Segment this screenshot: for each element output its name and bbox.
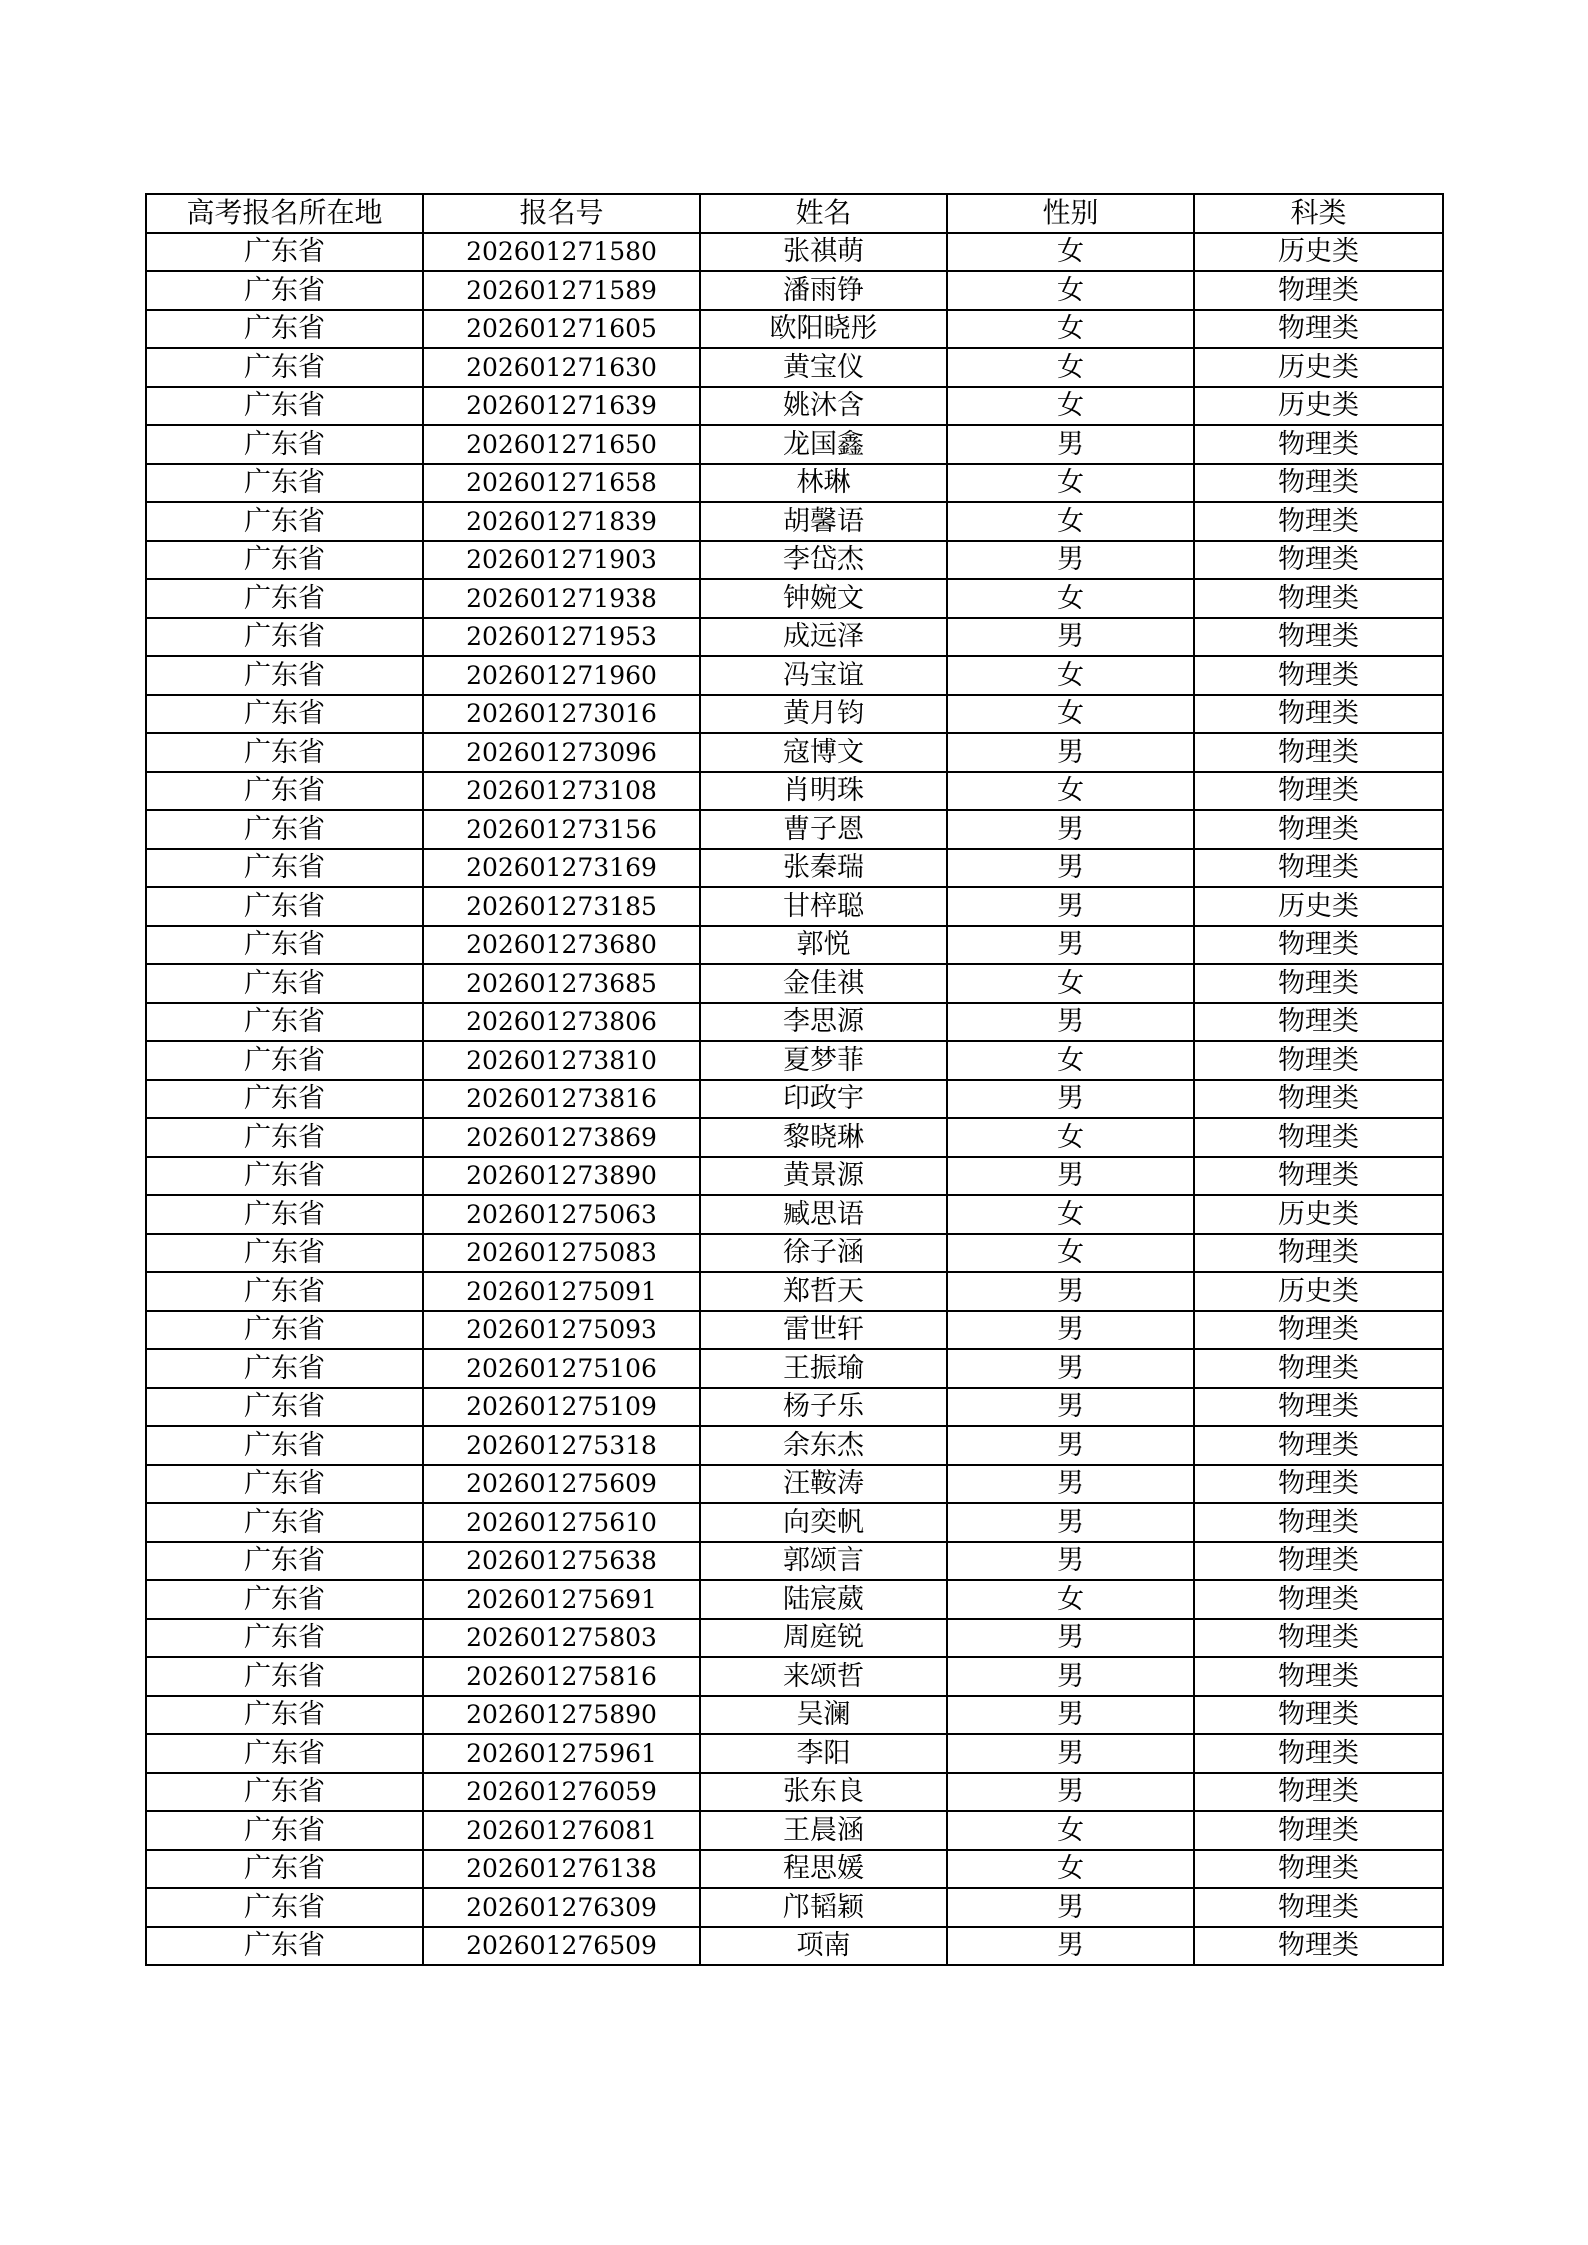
cell-gender: 女 bbox=[947, 464, 1194, 503]
cell-registration-number: 202601276059 bbox=[423, 1773, 700, 1812]
cell-province: 广东省 bbox=[146, 1234, 423, 1273]
table-row bbox=[146, 1426, 1443, 1465]
cell-registration-number: 202601275109 bbox=[423, 1388, 700, 1427]
cell-subject-category: 物理类 bbox=[1194, 733, 1443, 772]
cell-subject-category: 物理类 bbox=[1194, 310, 1443, 349]
cell-registration-number: 202601271839 bbox=[423, 502, 700, 541]
cell-name: 徐子涵 bbox=[700, 1234, 947, 1273]
admission-roster-table bbox=[145, 193, 1444, 1966]
table-row bbox=[146, 733, 1443, 772]
table-row bbox=[146, 1503, 1443, 1542]
table-row bbox=[146, 1773, 1443, 1812]
cell-name: 姚沐含 bbox=[700, 387, 947, 426]
cell-subject-category: 物理类 bbox=[1194, 1888, 1443, 1927]
cell-name: 郭悦 bbox=[700, 926, 947, 965]
cell-province: 广东省 bbox=[146, 271, 423, 310]
cell-registration-number: 202601271605 bbox=[423, 310, 700, 349]
table-row bbox=[146, 1619, 1443, 1658]
table-row bbox=[146, 348, 1443, 387]
cell-gender: 男 bbox=[947, 1157, 1194, 1196]
cell-province: 广东省 bbox=[146, 310, 423, 349]
cell-province: 广东省 bbox=[146, 926, 423, 965]
cell-registration-number: 202601271630 bbox=[423, 348, 700, 387]
cell-name: 胡馨语 bbox=[700, 502, 947, 541]
table-row bbox=[146, 849, 1443, 888]
cell-registration-number: 202601271639 bbox=[423, 387, 700, 426]
cell-gender: 女 bbox=[947, 310, 1194, 349]
cell-registration-number: 202601275816 bbox=[423, 1657, 700, 1696]
header-row bbox=[146, 194, 1443, 233]
table-row bbox=[146, 810, 1443, 849]
table-body bbox=[146, 233, 1443, 1966]
cell-gender: 男 bbox=[947, 926, 1194, 965]
cell-registration-number: 202601271903 bbox=[423, 541, 700, 580]
cell-registration-number: 202601276509 bbox=[423, 1927, 700, 1966]
cell-province: 广东省 bbox=[146, 1542, 423, 1581]
cell-registration-number: 202601273169 bbox=[423, 849, 700, 888]
cell-subject-category: 物理类 bbox=[1194, 1003, 1443, 1042]
cell-subject-category: 物理类 bbox=[1194, 1580, 1443, 1619]
table-row bbox=[146, 1195, 1443, 1234]
cell-province: 广东省 bbox=[146, 964, 423, 1003]
cell-gender: 女 bbox=[947, 1234, 1194, 1273]
cell-gender: 女 bbox=[947, 772, 1194, 811]
cell-gender: 女 bbox=[947, 964, 1194, 1003]
cell-subject-category: 物理类 bbox=[1194, 1311, 1443, 1350]
cell-subject-category: 物理类 bbox=[1194, 464, 1443, 503]
table-row bbox=[146, 1657, 1443, 1696]
cell-gender: 男 bbox=[947, 1272, 1194, 1311]
cell-registration-number: 202601273816 bbox=[423, 1080, 700, 1119]
cell-name: 周庭锐 bbox=[700, 1619, 947, 1658]
table-row bbox=[146, 541, 1443, 580]
cell-province: 广东省 bbox=[146, 348, 423, 387]
table-row bbox=[146, 387, 1443, 426]
cell-province: 广东省 bbox=[146, 1349, 423, 1388]
header-gender: 性别 bbox=[947, 194, 1194, 233]
table-row bbox=[146, 772, 1443, 811]
cell-registration-number: 202601271953 bbox=[423, 618, 700, 657]
cell-province: 广东省 bbox=[146, 1888, 423, 1927]
header-registration-number: 报名号 bbox=[423, 194, 700, 233]
cell-registration-number: 202601271580 bbox=[423, 233, 700, 272]
table-row bbox=[146, 1696, 1443, 1735]
cell-name: 李阳 bbox=[700, 1734, 947, 1773]
cell-name: 杨子乐 bbox=[700, 1388, 947, 1427]
cell-subject-category: 物理类 bbox=[1194, 1734, 1443, 1773]
header-province: 高考报名所在地 bbox=[146, 194, 423, 233]
cell-subject-category: 物理类 bbox=[1194, 1503, 1443, 1542]
cell-name: 夏梦菲 bbox=[700, 1041, 947, 1080]
cell-subject-category: 物理类 bbox=[1194, 1080, 1443, 1119]
cell-province: 广东省 bbox=[146, 1734, 423, 1773]
table-row bbox=[146, 964, 1443, 1003]
cell-registration-number: 202601273156 bbox=[423, 810, 700, 849]
cell-name: 龙国鑫 bbox=[700, 425, 947, 464]
cell-subject-category: 物理类 bbox=[1194, 1619, 1443, 1658]
cell-province: 广东省 bbox=[146, 1426, 423, 1465]
cell-gender: 女 bbox=[947, 1041, 1194, 1080]
cell-name: 肖明珠 bbox=[700, 772, 947, 811]
cell-name: 陆宸葳 bbox=[700, 1580, 947, 1619]
cell-registration-number: 202601271658 bbox=[423, 464, 700, 503]
cell-subject-category: 物理类 bbox=[1194, 1773, 1443, 1812]
cell-gender: 男 bbox=[947, 1465, 1194, 1504]
cell-province: 广东省 bbox=[146, 1927, 423, 1966]
cell-gender: 男 bbox=[947, 1503, 1194, 1542]
cell-subject-category: 物理类 bbox=[1194, 810, 1443, 849]
cell-subject-category: 物理类 bbox=[1194, 849, 1443, 888]
cell-subject-category: 历史类 bbox=[1194, 387, 1443, 426]
cell-subject-category: 物理类 bbox=[1194, 1465, 1443, 1504]
table-row bbox=[146, 310, 1443, 349]
cell-gender: 男 bbox=[947, 541, 1194, 580]
cell-registration-number: 202601271589 bbox=[423, 271, 700, 310]
cell-registration-number: 202601273890 bbox=[423, 1157, 700, 1196]
cell-subject-category: 物理类 bbox=[1194, 502, 1443, 541]
cell-subject-category: 物理类 bbox=[1194, 425, 1443, 464]
cell-name: 黄月钧 bbox=[700, 695, 947, 734]
cell-name: 金佳祺 bbox=[700, 964, 947, 1003]
cell-registration-number: 202601273806 bbox=[423, 1003, 700, 1042]
cell-name: 邝韬颖 bbox=[700, 1888, 947, 1927]
cell-registration-number: 202601276138 bbox=[423, 1850, 700, 1889]
cell-gender: 男 bbox=[947, 810, 1194, 849]
cell-province: 广东省 bbox=[146, 233, 423, 272]
cell-gender: 男 bbox=[947, 425, 1194, 464]
cell-name: 甘梓聪 bbox=[700, 887, 947, 926]
cell-subject-category: 物理类 bbox=[1194, 695, 1443, 734]
cell-subject-category: 物理类 bbox=[1194, 1349, 1443, 1388]
cell-registration-number: 202601273869 bbox=[423, 1118, 700, 1157]
cell-registration-number: 202601273016 bbox=[423, 695, 700, 734]
table-row bbox=[146, 1465, 1443, 1504]
table-row bbox=[146, 887, 1443, 926]
cell-gender: 女 bbox=[947, 1811, 1194, 1850]
cell-name: 黄景源 bbox=[700, 1157, 947, 1196]
cell-registration-number: 202601275083 bbox=[423, 1234, 700, 1273]
cell-registration-number: 202601276309 bbox=[423, 1888, 700, 1927]
cell-province: 广东省 bbox=[146, 695, 423, 734]
cell-subject-category: 历史类 bbox=[1194, 1195, 1443, 1234]
cell-province: 广东省 bbox=[146, 1773, 423, 1812]
cell-name: 王晨涵 bbox=[700, 1811, 947, 1850]
cell-gender: 女 bbox=[947, 695, 1194, 734]
cell-gender: 男 bbox=[947, 1426, 1194, 1465]
cell-gender: 男 bbox=[947, 1542, 1194, 1581]
cell-gender: 男 bbox=[947, 1734, 1194, 1773]
cell-province: 广东省 bbox=[146, 1388, 423, 1427]
table-row bbox=[146, 425, 1443, 464]
table-row bbox=[146, 926, 1443, 965]
cell-province: 广东省 bbox=[146, 1311, 423, 1350]
cell-name: 曹子恩 bbox=[700, 810, 947, 849]
cell-subject-category: 物理类 bbox=[1194, 1850, 1443, 1889]
cell-gender: 女 bbox=[947, 1850, 1194, 1889]
cell-gender: 女 bbox=[947, 1580, 1194, 1619]
cell-registration-number: 202601273096 bbox=[423, 733, 700, 772]
cell-province: 广东省 bbox=[146, 810, 423, 849]
table-row bbox=[146, 579, 1443, 618]
cell-province: 广东省 bbox=[146, 1003, 423, 1042]
cell-name: 郑哲天 bbox=[700, 1272, 947, 1311]
cell-name: 向奕帆 bbox=[700, 1503, 947, 1542]
cell-subject-category: 物理类 bbox=[1194, 271, 1443, 310]
cell-registration-number: 202601273685 bbox=[423, 964, 700, 1003]
cell-subject-category: 物理类 bbox=[1194, 964, 1443, 1003]
cell-subject-category: 物理类 bbox=[1194, 618, 1443, 657]
cell-name: 王振瑜 bbox=[700, 1349, 947, 1388]
cell-name: 寇博文 bbox=[700, 733, 947, 772]
cell-gender: 男 bbox=[947, 1080, 1194, 1119]
table-row bbox=[146, 618, 1443, 657]
cell-province: 广东省 bbox=[146, 541, 423, 580]
cell-province: 广东省 bbox=[146, 849, 423, 888]
cell-registration-number: 202601275093 bbox=[423, 1311, 700, 1350]
cell-name: 钟婉文 bbox=[700, 579, 947, 618]
cell-gender: 男 bbox=[947, 1388, 1194, 1427]
table-row bbox=[146, 1850, 1443, 1889]
cell-province: 广东省 bbox=[146, 656, 423, 695]
table-row bbox=[146, 1234, 1443, 1273]
table-row bbox=[146, 1888, 1443, 1927]
cell-subject-category: 物理类 bbox=[1194, 541, 1443, 580]
cell-subject-category: 物理类 bbox=[1194, 579, 1443, 618]
cell-province: 广东省 bbox=[146, 1811, 423, 1850]
cell-name: 欧阳晓彤 bbox=[700, 310, 947, 349]
cell-gender: 女 bbox=[947, 656, 1194, 695]
cell-gender: 女 bbox=[947, 387, 1194, 426]
table-row bbox=[146, 1349, 1443, 1388]
cell-name: 黄宝仪 bbox=[700, 348, 947, 387]
cell-gender: 女 bbox=[947, 579, 1194, 618]
cell-gender: 男 bbox=[947, 1696, 1194, 1735]
cell-gender: 男 bbox=[947, 1349, 1194, 1388]
table-row bbox=[146, 1734, 1443, 1773]
cell-name: 项南 bbox=[700, 1927, 947, 1966]
cell-province: 广东省 bbox=[146, 1503, 423, 1542]
table-row bbox=[146, 1580, 1443, 1619]
cell-name: 李思源 bbox=[700, 1003, 947, 1042]
cell-registration-number: 202601275063 bbox=[423, 1195, 700, 1234]
cell-province: 广东省 bbox=[146, 772, 423, 811]
cell-gender: 女 bbox=[947, 348, 1194, 387]
cell-subject-category: 历史类 bbox=[1194, 1272, 1443, 1311]
cell-registration-number: 202601275638 bbox=[423, 1542, 700, 1581]
cell-gender: 男 bbox=[947, 849, 1194, 888]
header-name: 姓名 bbox=[700, 194, 947, 233]
cell-province: 广东省 bbox=[146, 1195, 423, 1234]
cell-name: 张东良 bbox=[700, 1773, 947, 1812]
cell-registration-number: 202601275803 bbox=[423, 1619, 700, 1658]
cell-gender: 男 bbox=[947, 1619, 1194, 1658]
cell-name: 成远泽 bbox=[700, 618, 947, 657]
cell-gender: 女 bbox=[947, 271, 1194, 310]
cell-subject-category: 物理类 bbox=[1194, 1696, 1443, 1735]
cell-registration-number: 202601275890 bbox=[423, 1696, 700, 1735]
cell-province: 广东省 bbox=[146, 1080, 423, 1119]
cell-registration-number: 202601273680 bbox=[423, 926, 700, 965]
cell-registration-number: 202601275091 bbox=[423, 1272, 700, 1311]
cell-registration-number: 202601275106 bbox=[423, 1349, 700, 1388]
cell-registration-number: 202601275961 bbox=[423, 1734, 700, 1773]
cell-subject-category: 物理类 bbox=[1194, 1041, 1443, 1080]
cell-province: 广东省 bbox=[146, 1465, 423, 1504]
cell-name: 李岱杰 bbox=[700, 541, 947, 580]
table-row bbox=[146, 1118, 1443, 1157]
cell-name: 吴澜 bbox=[700, 1696, 947, 1735]
cell-gender: 男 bbox=[947, 1657, 1194, 1696]
cell-registration-number: 202601273810 bbox=[423, 1041, 700, 1080]
table-row bbox=[146, 1080, 1443, 1119]
cell-subject-category: 物理类 bbox=[1194, 1157, 1443, 1196]
table-row bbox=[146, 1388, 1443, 1427]
cell-name: 雷世轩 bbox=[700, 1311, 947, 1350]
table-row bbox=[146, 233, 1443, 272]
cell-gender: 男 bbox=[947, 887, 1194, 926]
cell-gender: 女 bbox=[947, 1195, 1194, 1234]
cell-province: 广东省 bbox=[146, 1157, 423, 1196]
cell-subject-category: 物理类 bbox=[1194, 772, 1443, 811]
cell-gender: 男 bbox=[947, 733, 1194, 772]
table-row bbox=[146, 502, 1443, 541]
table-row bbox=[146, 1157, 1443, 1196]
cell-subject-category: 历史类 bbox=[1194, 348, 1443, 387]
table-row bbox=[146, 1927, 1443, 1966]
cell-province: 广东省 bbox=[146, 887, 423, 926]
cell-province: 广东省 bbox=[146, 387, 423, 426]
table-row bbox=[146, 1272, 1443, 1311]
cell-registration-number: 202601273108 bbox=[423, 772, 700, 811]
table-row bbox=[146, 656, 1443, 695]
cell-name: 潘雨铮 bbox=[700, 271, 947, 310]
cell-registration-number: 202601271938 bbox=[423, 579, 700, 618]
cell-name: 冯宝谊 bbox=[700, 656, 947, 695]
cell-name: 余东杰 bbox=[700, 1426, 947, 1465]
cell-subject-category: 物理类 bbox=[1194, 1542, 1443, 1581]
cell-province: 广东省 bbox=[146, 579, 423, 618]
cell-gender: 男 bbox=[947, 1003, 1194, 1042]
table-row bbox=[146, 1003, 1443, 1042]
cell-name: 郭颂言 bbox=[700, 1542, 947, 1581]
table-row bbox=[146, 1041, 1443, 1080]
cell-subject-category: 物理类 bbox=[1194, 1234, 1443, 1273]
cell-registration-number: 202601271650 bbox=[423, 425, 700, 464]
cell-name: 来颂哲 bbox=[700, 1657, 947, 1696]
table-row bbox=[146, 271, 1443, 310]
cell-gender: 男 bbox=[947, 1927, 1194, 1966]
cell-province: 广东省 bbox=[146, 618, 423, 657]
cell-gender: 女 bbox=[947, 233, 1194, 272]
cell-gender: 女 bbox=[947, 1118, 1194, 1157]
cell-province: 广东省 bbox=[146, 464, 423, 503]
table-row bbox=[146, 1311, 1443, 1350]
cell-province: 广东省 bbox=[146, 1118, 423, 1157]
cell-registration-number: 202601275609 bbox=[423, 1465, 700, 1504]
cell-subject-category: 物理类 bbox=[1194, 1811, 1443, 1850]
cell-registration-number: 202601271960 bbox=[423, 656, 700, 695]
cell-subject-category: 物理类 bbox=[1194, 1927, 1443, 1966]
cell-province: 广东省 bbox=[146, 1041, 423, 1080]
cell-province: 广东省 bbox=[146, 1272, 423, 1311]
cell-subject-category: 物理类 bbox=[1194, 926, 1443, 965]
cell-province: 广东省 bbox=[146, 502, 423, 541]
table-row bbox=[146, 464, 1443, 503]
table-row bbox=[146, 1811, 1443, 1850]
cell-registration-number: 202601273185 bbox=[423, 887, 700, 926]
cell-name: 张秦瑞 bbox=[700, 849, 947, 888]
cell-gender: 男 bbox=[947, 618, 1194, 657]
cell-name: 汪鞍涛 bbox=[700, 1465, 947, 1504]
cell-registration-number: 202601276081 bbox=[423, 1811, 700, 1850]
header-subject-category: 科类 bbox=[1194, 194, 1443, 233]
cell-gender: 男 bbox=[947, 1773, 1194, 1812]
cell-gender: 男 bbox=[947, 1888, 1194, 1927]
cell-registration-number: 202601275610 bbox=[423, 1503, 700, 1542]
cell-subject-category: 历史类 bbox=[1194, 887, 1443, 926]
cell-registration-number: 202601275318 bbox=[423, 1426, 700, 1465]
cell-subject-category: 物理类 bbox=[1194, 1118, 1443, 1157]
cell-name: 程思媛 bbox=[700, 1850, 947, 1889]
cell-name: 林琳 bbox=[700, 464, 947, 503]
cell-province: 广东省 bbox=[146, 1696, 423, 1735]
cell-province: 广东省 bbox=[146, 425, 423, 464]
cell-subject-category: 历史类 bbox=[1194, 233, 1443, 272]
cell-name: 张祺萌 bbox=[700, 233, 947, 272]
table-row bbox=[146, 695, 1443, 734]
cell-province: 广东省 bbox=[146, 1619, 423, 1658]
cell-subject-category: 物理类 bbox=[1194, 1388, 1443, 1427]
cell-province: 广东省 bbox=[146, 1850, 423, 1889]
cell-gender: 男 bbox=[947, 1311, 1194, 1350]
cell-province: 广东省 bbox=[146, 733, 423, 772]
cell-subject-category: 物理类 bbox=[1194, 1426, 1443, 1465]
cell-name: 臧思语 bbox=[700, 1195, 947, 1234]
cell-registration-number: 202601275691 bbox=[423, 1580, 700, 1619]
cell-province: 广东省 bbox=[146, 1580, 423, 1619]
cell-name: 印政宇 bbox=[700, 1080, 947, 1119]
cell-subject-category: 物理类 bbox=[1194, 656, 1443, 695]
cell-gender: 女 bbox=[947, 502, 1194, 541]
cell-name: 黎晓琳 bbox=[700, 1118, 947, 1157]
table-header bbox=[146, 194, 1443, 233]
cell-subject-category: 物理类 bbox=[1194, 1657, 1443, 1696]
cell-province: 广东省 bbox=[146, 1657, 423, 1696]
table-row bbox=[146, 1542, 1443, 1581]
